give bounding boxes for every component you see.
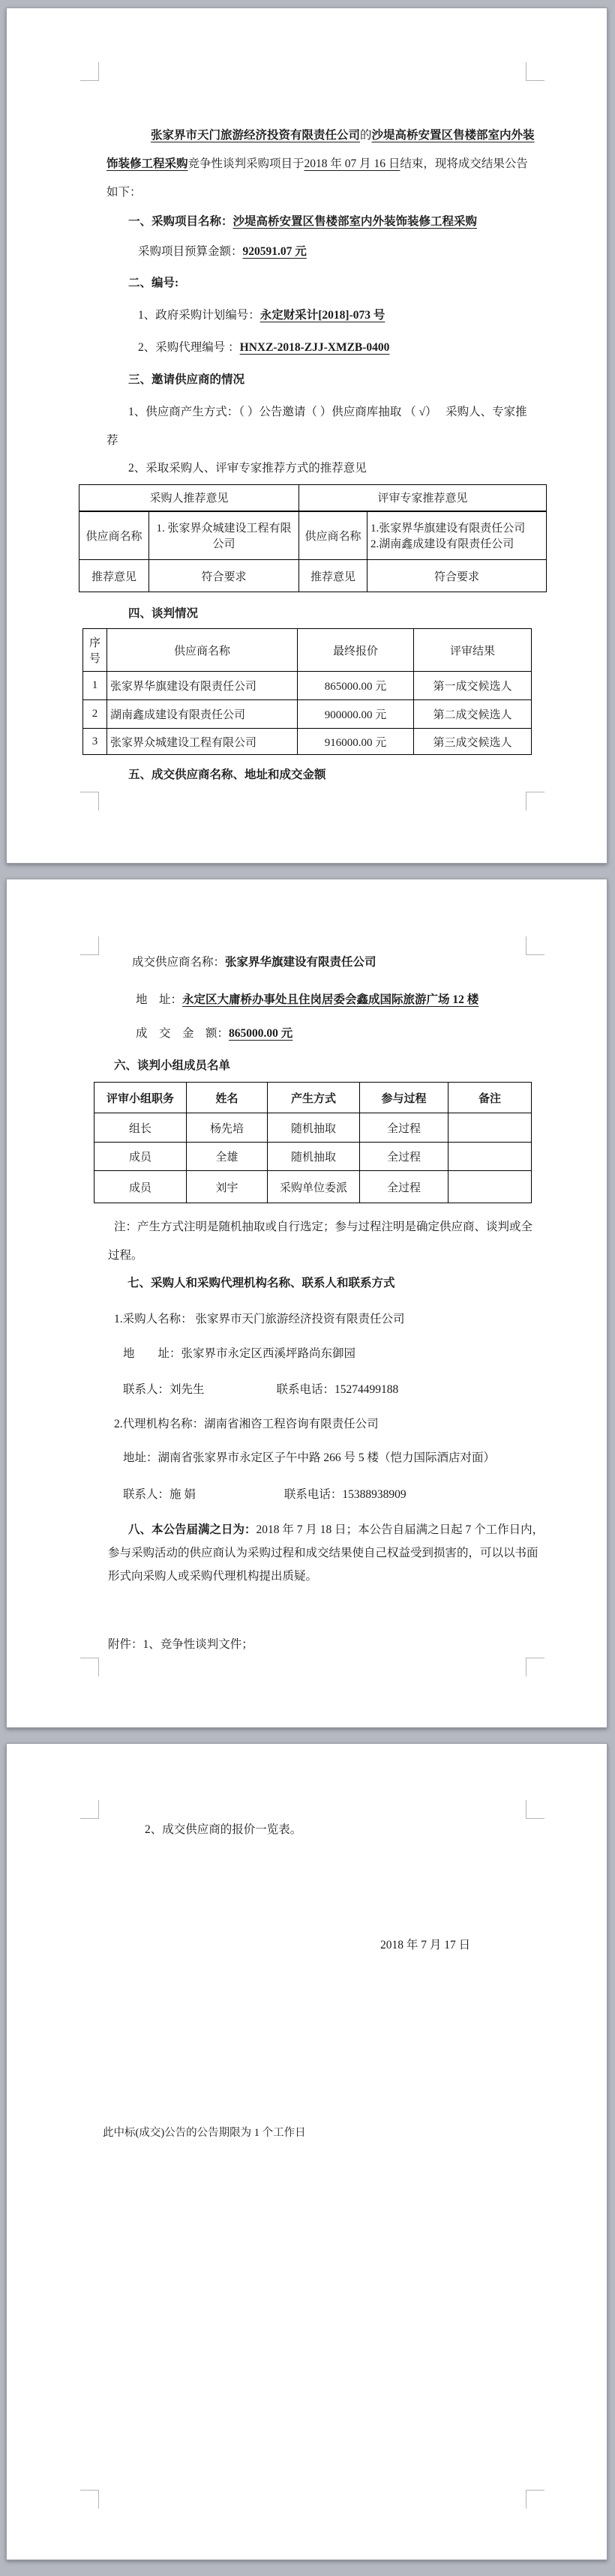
col-header-final-quote: 最终报价: [298, 629, 414, 672]
result-cell: 第二成交候选人: [414, 700, 532, 729]
supplier-name-label: 供应商名称: [299, 511, 368, 560]
supplier-cell: 张家界众城建设工程有限公司: [107, 729, 298, 755]
result-cell: 第一成交候选人: [414, 672, 532, 700]
crop-mark-top-right: [526, 936, 544, 955]
agent-contact-phone: 联系电话：15388938909: [284, 1488, 406, 1501]
budget-label: 采购项目预算金额：: [138, 245, 243, 258]
section-1-heading: 一、采购项目名称：: [128, 215, 233, 228]
quote-cell: 900000.00 元: [298, 700, 414, 729]
section-6-heading: 六、谈判小组成员名单: [114, 1059, 231, 1072]
col-header-supplier: 供应商名称: [107, 629, 298, 672]
buyer-address-line: 地 址：张家界市永定区西溪坪路尚东御园: [123, 1347, 356, 1360]
crop-mark-top-right: [526, 1800, 544, 1819]
remark-cell: [448, 1113, 532, 1143]
winner-address-value: 永定区大庸桥办事处且住岗居委会鑫成国际旅游广场 12 楼: [182, 993, 479, 1006]
col-header-remark: 备注: [448, 1083, 532, 1113]
crop-mark-bottom-left: [80, 792, 99, 810]
expiry-heading: 八、本公告届满之日为：: [128, 1523, 256, 1536]
buyer-name-line: 1.采购人名称： 张家界市天门旅游经济投资有限责任公司: [114, 1313, 405, 1325]
expert-opinion: 符合要求: [368, 560, 547, 592]
winner-address-line: [136, 986, 478, 1014]
col-header-selection-method: 产生方式: [268, 1083, 360, 1113]
agent-contact-line: [123, 1481, 406, 1509]
gov-plan-number-line: [138, 301, 385, 330]
agent-address-line: 地址：湖南省张家界市永定区子午中路 266 号 5 楼（恺力国际酒店对面）: [123, 1451, 496, 1464]
col-header-participation: 参与过程: [360, 1083, 448, 1113]
role-cell: 成员: [94, 1171, 187, 1203]
page-3: [6, 1743, 608, 2560]
table-row: [83, 729, 532, 755]
agency-number-line: [138, 334, 389, 362]
budget-line: [138, 238, 307, 266]
section-5-heading: 五、成交供应商名称、地址和成交金额: [128, 768, 326, 781]
project-name: 沙堤高桥安置区售楼部室内外装饰装修工程采购: [106, 129, 535, 170]
winner-address-label: 地 址：: [136, 993, 183, 1006]
agent-name-line: 2.代理机构名称：湖南省湘咨工程咨询有限责任公司: [114, 1418, 379, 1430]
col-header-review-result: 评审结果: [414, 629, 532, 672]
expiry-paragraph: [108, 1518, 545, 1588]
announcement-date: 2018 年 7 月 17 日: [380, 1939, 471, 1951]
table-row: [94, 1143, 532, 1171]
buyer-contact-phone: 联系电话：15274499188: [276, 1383, 399, 1396]
gov-plan-number-label: 1、政府采购计划编号：: [138, 309, 260, 322]
page-2: [6, 879, 608, 1728]
agency-number-label: 2、采购代理编号 ：: [138, 341, 240, 354]
method-cell: 随机抽取: [268, 1113, 360, 1143]
recommendation-table: [79, 484, 547, 592]
section-2-heading: 二、编号:: [128, 277, 179, 289]
participation-cell: 全过程: [360, 1113, 448, 1143]
winner-line: [132, 948, 376, 977]
attachment-line-1: 附件：1、竞争性谈判文件；: [108, 1638, 254, 1651]
crop-mark-top-right: [526, 62, 544, 81]
intro-paragraph: [106, 121, 536, 207]
table-row: [80, 511, 547, 560]
role-cell: 成员: [94, 1143, 187, 1171]
role-cell: 组长: [94, 1113, 187, 1143]
negotiation-team-table: [94, 1082, 532, 1203]
buyer-name: 张家界市天门旅游经济投资有限责任公司: [151, 129, 361, 142]
remark-cell: [448, 1143, 532, 1171]
recommendation-header-expert: 评审专家推荐意见: [299, 485, 547, 511]
name-cell: 全雄: [187, 1143, 268, 1171]
expert-recommended-suppliers: [368, 511, 547, 560]
quote-cell: 865000.00 元: [298, 672, 414, 700]
result-cell: 第三成交候选人: [414, 729, 532, 755]
buyer-contact-person: 联系人：刘先生: [123, 1383, 205, 1396]
intro-mid: 竞争性谈判采购项目于: [188, 157, 304, 170]
recommendation-header-buyer: 采购人推荐意见: [80, 485, 299, 511]
opinion-label: 推荐意见: [80, 560, 149, 592]
col-header-name: 姓名: [187, 1083, 268, 1113]
expert-supplier-1: 1.张家界华旗建设有限责任公司: [370, 523, 526, 535]
intro-of: 的: [360, 129, 372, 142]
name-cell: 杨先培: [187, 1113, 268, 1143]
participation-cell: 全过程: [360, 1143, 448, 1171]
gov-plan-number-value: 永定财采计[2018]-073 号: [260, 309, 386, 322]
expiry-body: 2018 年 7 月 18 日；本公告自届满之日起 7 个工作日内，参与采购活动的供应商认为采购过程和成交结果使自己权益受到损害的，可以以书面形式向采购人或采购代理机构提出质疑。: [108, 1523, 544, 1583]
participation-cell: 全过程: [360, 1171, 448, 1203]
crop-mark-bottom-right: [526, 792, 544, 810]
budget-value: 920591.07 元: [242, 245, 307, 258]
supplier-source-line: 1、供应商产生方式：（ ）公告邀请（ ）供应商库抽取 （ √） 采购人、专家推荐: [106, 406, 527, 447]
table-row: [80, 485, 547, 511]
agent-contact-person: 联系人：施 娟: [123, 1488, 196, 1501]
table-row: [94, 1113, 532, 1143]
table-note: 注：产生方式注明是随机抽取或自行选定；参与过程注明是确定供应商、谈判或全过程。: [108, 1221, 533, 1262]
seq-cell: 3: [83, 729, 107, 755]
method-cell: 随机抽取: [268, 1143, 360, 1171]
table-row: [83, 672, 532, 700]
table-row: [94, 1171, 532, 1203]
expert-supplier-2: 2.湖南鑫成建设有限责任公司: [370, 538, 514, 551]
table-header-row: [83, 629, 532, 672]
crop-mark-bottom-right: [526, 2490, 544, 2509]
announcement-period-note: 此中标(成交)公告的公告期限为 1 个工作日: [103, 2127, 306, 2139]
method-cell: 采购单位委派: [268, 1171, 360, 1203]
crop-mark-bottom-right: [526, 1658, 544, 1676]
supplier-name-label: 供应商名称: [80, 511, 149, 560]
section-1-line: [128, 208, 477, 236]
supplier-cell: 湖南鑫成建设有限责任公司: [107, 700, 298, 729]
name-cell: 刘宇: [187, 1171, 268, 1203]
table-row: [80, 560, 547, 592]
agency-number-value: HNXZ-2018-ZJJ-XMZB-0400: [239, 341, 390, 354]
remark-cell: [448, 1171, 532, 1203]
crop-mark-top-left: [80, 62, 99, 81]
crop-mark-bottom-left: [80, 1658, 99, 1676]
seq-cell: 1: [83, 672, 107, 700]
col-header-seq: 序号: [83, 629, 107, 672]
quote-cell: 916000.00 元: [298, 729, 414, 755]
buyer-contact-line: [123, 1376, 398, 1404]
col-header-role: 评审小组职务: [94, 1083, 187, 1113]
crop-mark-top-left: [80, 1800, 99, 1819]
close-date: 2018 年 07 月 16 日: [304, 157, 400, 170]
deal-amount-value: 865000.00 元: [229, 1027, 293, 1040]
section-7-heading: 七、采购人和采购代理机构名称、联系人和联系方式: [128, 1277, 395, 1289]
supplier-cell: 张家界华旗建设有限责任公司: [107, 672, 298, 700]
attachment-line-2: 2、成交供应商的报价一览表。: [145, 1823, 302, 1836]
table-row: [83, 700, 532, 729]
buyer-recommended-supplier: 1. 张家界众城建设工程有限公司: [149, 511, 299, 560]
seq-cell: 2: [83, 700, 107, 729]
procurement-project-name: 沙堤高桥安置区售楼部室内外装饰装修工程采购: [232, 215, 478, 228]
page-1: [6, 7, 608, 864]
deal-amount-line: [136, 1020, 292, 1048]
negotiation-result-table: [82, 628, 532, 755]
recommendation-method-line: 2、采取采购人、评审专家推荐方式的推荐意见: [128, 462, 367, 475]
crop-mark-top-left: [80, 936, 99, 955]
crop-mark-bottom-left: [80, 2490, 99, 2509]
table-header-row: [94, 1083, 532, 1113]
section-3-heading: 三、邀请供应商的情况: [128, 373, 245, 386]
intro-tail: 结束，现将成交结果公告如下：: [106, 157, 528, 199]
winner-name: 张家界华旗建设有限责任公司: [225, 956, 376, 969]
section-4-heading: 四、谈判情况: [128, 607, 199, 620]
winner-label: 成交供应商名称：: [132, 956, 226, 969]
deal-amount-label: 成 交 金 额：: [136, 1027, 230, 1040]
opinion-label: 推荐意见: [299, 560, 368, 592]
buyer-opinion: 符合要求: [149, 560, 299, 592]
